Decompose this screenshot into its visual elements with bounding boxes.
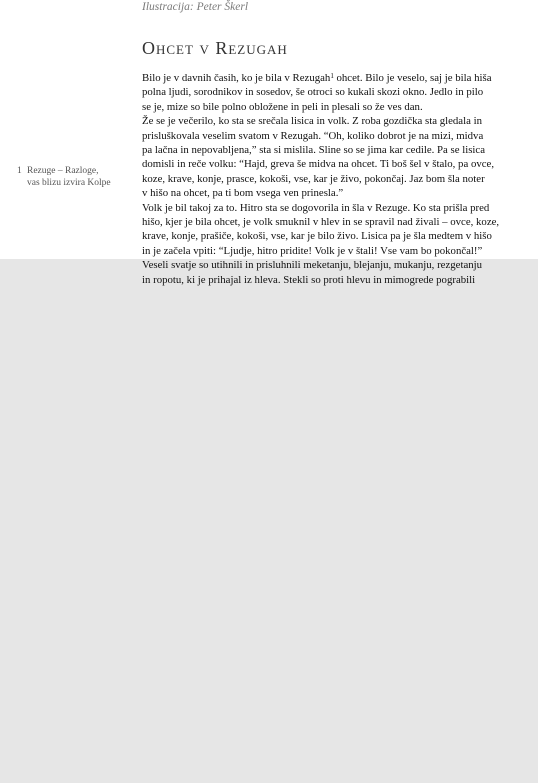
page-title: Ohcet v Rezugah [142,38,288,58]
footnote-number: 1 [17,166,22,176]
illustration-caption: Ilustracija: Peter Škerl [142,1,249,13]
story-line: in je začela vpiti: “Ljudje, hitro pridite! Volk je v štali! Vse vam bo pokončal!” [142,244,483,257]
story-line: domisli in reče volku: “Hajd, greva še midva na ohcet. Ti boš šel v štalo, pa ovce, [142,158,495,171]
story-line: Že se je večerilo, ko sta se srečala lisica in volk. Z roba gozdička sta gledala in [142,115,482,128]
story-line: Veseli svatje so utihnili in prisluhnili meketanju, blejanju, mukanju, rezgetanju [142,259,483,272]
footnote [17,166,123,189]
story-line: pa lačna in nepovabljena,” sta si mislila. Sline so se jima kar cedile. Pa se lisica [142,144,486,157]
book-page [0,0,538,286]
story-line: polna ljudi, sorodnikov in sosedov, še otroci so kukali skozi okno. Jedlo in pilo [142,86,484,99]
story-line: v hišo na ohcet, pa ti bom vsega ven prinesla.” [142,187,344,200]
story-line: se je, mize so bile polno obložene in peli in plesali so že ves dan. [142,100,423,113]
footnote-ref: 1 [330,72,334,80]
story-line: Bilo je v davnih časih, ko je bila v Rezugah$^1$ ohcet. Bilo je veselo, saj je bila hiša [142,72,492,84]
story-line: hišo, kjer je bila ohcet, je volk smuknil v hlev in se spravil nad živali – ovce, koze, [142,216,500,229]
story-line: krave, konje, prašiče, kokoši, vse, kar je bilo živo. Lisica pa je šla medtem v hišo [142,230,492,243]
story-line: koze, krave, konje, prasce, kokoši, vse, kar je živo, pokončaj. Jaz bom šla noter [142,172,485,185]
story-line: in ropotu, ki je prihajal iz hleva. Stekli so proti hlevu in mimogrede pograbili [142,273,476,286]
story-text [142,71,502,287]
story-line: Volk je bil takoj za to. Hitro sta se dogovorila in šla v Rezuge. Ko sta prišla pred [142,201,490,214]
footnote-line: Rezuge – Razloge, [27,166,99,176]
story-line: prisluškovala veselim svatom v Rezugah. “Oh, koliko dobrot je na mizi, midva [142,129,484,142]
footnote-line: vas blizu izvira Kolpe [27,177,111,188]
